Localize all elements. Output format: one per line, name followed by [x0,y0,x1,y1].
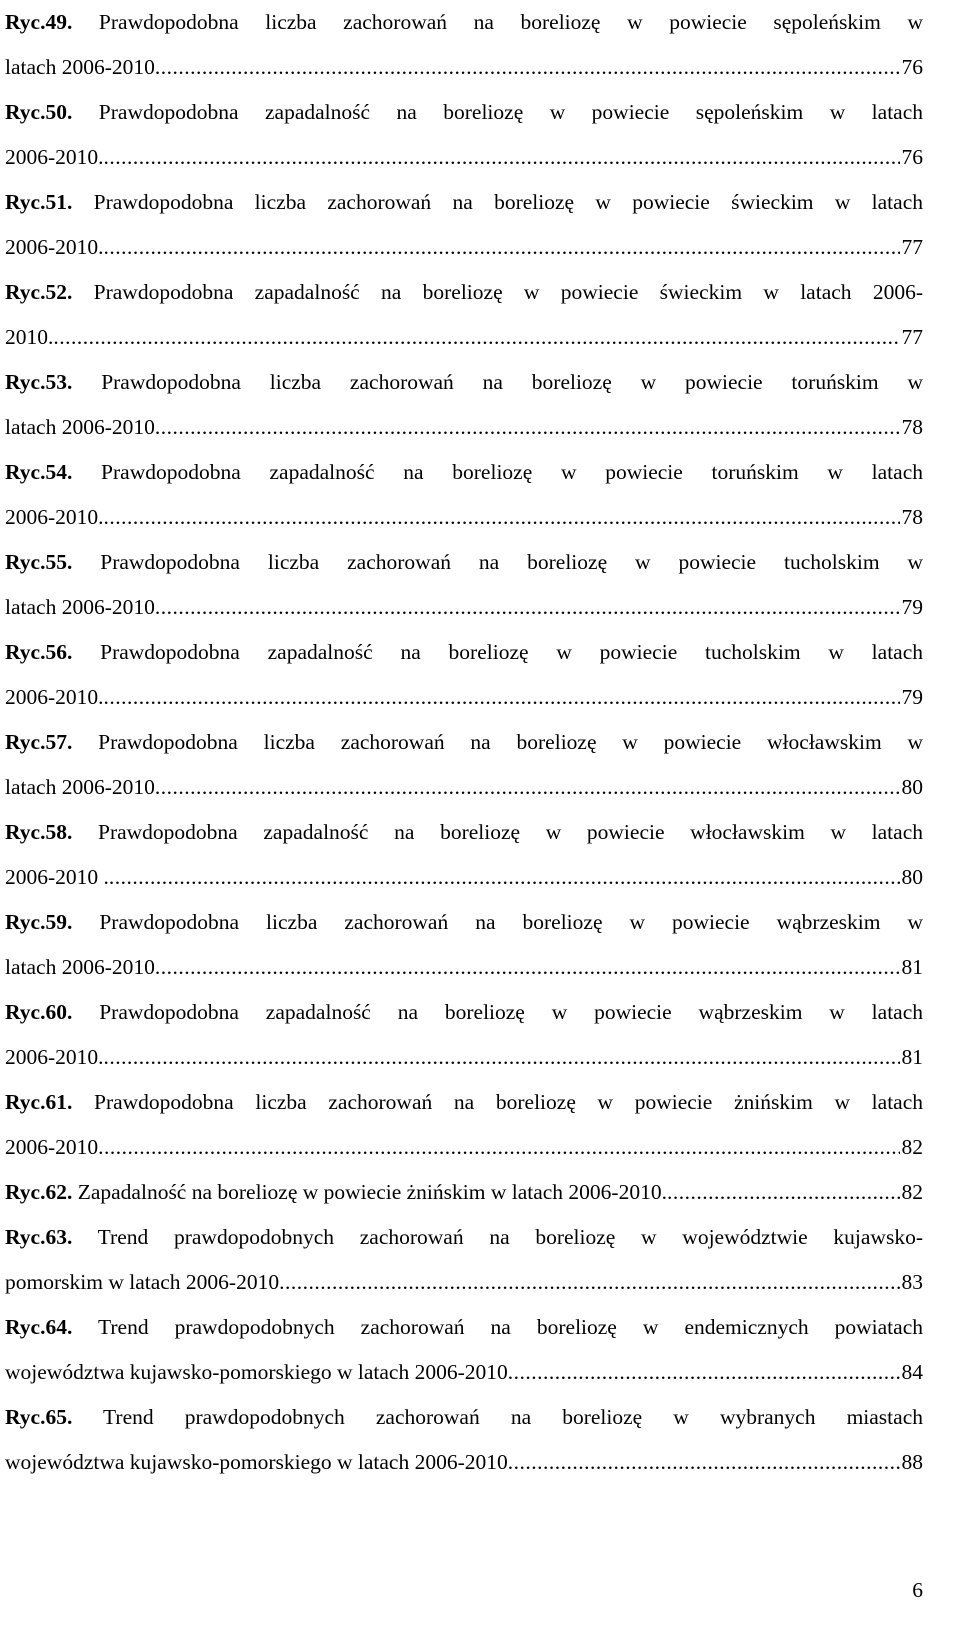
toc-entry-first-line [5,900,923,945]
toc-entry-first-line [5,1215,923,1260]
dot-leader [104,1035,900,1080]
toc-entry-second-line [5,1440,923,1485]
figure-title-continuation: województwa kujawsko-pomorskiego w latach 2006-2010 [5,1450,508,1474]
toc-entry[interactable] [5,990,923,1080]
figure-number: Ryc.55. [5,550,73,574]
figure-title-continuation: 2006-2010. [5,505,104,529]
figure-title-continuation: 2006-2010. [5,235,104,259]
page-reference[interactable]: 77 [901,325,923,349]
figure-title-continuation: latach 2006-2010 [5,415,155,439]
figure-number: Ryc.53. [5,370,73,394]
toc-entry-first-line [5,810,923,855]
dot-leader [667,1170,900,1215]
toc-entry-second-line [5,1035,923,1080]
page-reference[interactable]: 77 [901,235,923,259]
page-reference[interactable]: 80 [901,775,923,799]
page-reference[interactable]: 82 [901,1135,923,1159]
toc-entry-first-line [5,90,923,135]
toc-entry-first-line [5,270,923,315]
figure-title-continuation: pomorskim w latach 2006-2010 [5,1270,280,1294]
toc-entry-second-line [5,1260,923,1305]
page-reference[interactable]: 80 [901,865,923,889]
toc-entry[interactable] [5,810,923,900]
toc-entry-second-line [5,225,923,270]
figure-title: Prawdopodobna zapadalność na boreliozę w powiecie wąbrzeskim w latach [99,1000,923,1024]
toc-entry[interactable] [5,630,923,720]
toc-entry-second-line [5,45,923,90]
toc-entry[interactable] [5,270,923,360]
figure-number: Ryc.51. [5,190,73,214]
toc-entry[interactable] [5,1215,923,1305]
dot-leader [155,945,900,990]
toc-entry-first-line [5,180,923,225]
page-reference[interactable]: 76 [901,145,923,169]
figure-number: Ryc.64. [5,1315,73,1339]
figure-number: Ryc.50. [5,100,73,124]
toc-entry-second-line [5,135,923,180]
page-reference[interactable]: 76 [901,55,923,79]
figure-title: Trend prawdopodobnych zachorowań na boreliozę w województwie kujawsko- [97,1225,923,1249]
figure-title: Prawdopodobna liczba zachorowań na boreliozę w powiecie tucholskim w [100,550,923,574]
figure-title: Zapadalność na boreliozę w powiecie żnińskim w latach 2006-2010. [77,1180,667,1204]
table-of-figures [5,0,923,1485]
toc-entry-second-line [5,495,923,540]
dot-leader [155,765,900,810]
figure-number: Ryc.49. [5,10,73,34]
toc-entry-second-line [5,585,923,630]
toc-entry-first-line [5,450,923,495]
figure-title-continuation: 2006-2010 . [5,865,109,889]
figure-title: Prawdopodobna zapadalność na boreliozę w powiecie tucholskim w latach [100,640,923,664]
figure-title: Trend prawdopodobnych zachorowań na boreliozę w endemicznych powiatach [97,1315,923,1339]
dot-leader [279,1260,899,1305]
toc-entry[interactable] [5,450,923,540]
dot-leader [53,315,899,360]
toc-entry-first-line [5,630,923,675]
toc-entry-second-line [5,765,923,810]
toc-entry-second-line [5,675,923,720]
dot-leader [109,855,900,900]
figure-title: Trend prawdopodobnych zachorowań na boreliozę w wybranych miastach [103,1405,923,1429]
page-reference[interactable]: 81 [901,955,923,979]
figure-title: Prawdopodobna zapadalność na boreliozę w powiecie sępoleńskim w latach [98,100,923,124]
figure-title-continuation: 2006-2010 [5,1135,99,1159]
figure-number: Ryc.57. [5,730,73,754]
page-reference[interactable]: 79 [901,685,923,709]
dot-leader [155,45,900,90]
figure-number: Ryc.61. [5,1090,73,1114]
toc-entry[interactable] [5,360,923,450]
page-reference[interactable]: 83 [901,1270,923,1294]
toc-entry[interactable] [5,900,923,990]
figure-title-continuation: 2006-2010. [5,145,104,169]
figure-number: Ryc.52. [5,280,73,304]
page-reference[interactable]: 84 [901,1360,923,1384]
dot-leader [104,675,900,720]
figure-title-continuation: latach 2006-2010 [5,775,155,799]
figure-number: Ryc.63. [5,1225,73,1249]
page-reference[interactable]: 81 [901,1045,923,1069]
toc-entry[interactable] [5,1080,923,1170]
toc-entry-first-line [5,360,923,405]
page-reference[interactable]: 82 [901,1180,923,1204]
figure-number: Ryc.62. [5,1180,73,1204]
dot-leader [98,1125,899,1170]
figure-title: Prawdopodobna liczba zachorowań na boreliozę w powiecie wąbrzeskim w [99,910,923,934]
dot-leader [104,225,900,270]
figure-number: Ryc.65. [5,1405,73,1429]
toc-entry[interactable] [5,1170,923,1215]
toc-entry[interactable] [5,0,923,90]
figure-title-continuation: województwa kujawsko-pomorskiego w latach 2006-2010 [5,1360,508,1384]
toc-entry-single-line [5,1170,923,1215]
page-reference[interactable]: 78 [901,415,923,439]
figure-title-continuation: latach 2006-2010 [5,955,155,979]
dot-leader [508,1350,900,1395]
figure-title: Prawdopodobna zapadalność na boreliozę w powiecie świeckim w latach 2006- [93,280,923,304]
toc-entry-first-line [5,1305,923,1350]
toc-entry-second-line [5,855,923,900]
toc-entry-first-line [5,1395,923,1440]
toc-entry-text [5,1170,667,1215]
figure-number: Ryc.60. [5,1000,73,1024]
toc-entry[interactable] [5,1395,923,1485]
figure-title: Prawdopodobna liczba zachorowań na boreliozę w powiecie sępoleńskim w [98,10,923,34]
dot-leader [155,585,900,630]
page-number: 6 [912,1578,923,1602]
toc-entry-first-line [5,540,923,585]
page-reference[interactable]: 88 [901,1450,923,1474]
figure-title-continuation: 2010. [5,325,54,349]
figure-title: Prawdopodobna liczba zachorowań na boreliozę w powiecie włocławskim w [98,730,923,754]
figure-title: Prawdopodobna liczba zachorowań na boreliozę w powiecie toruńskim w [101,370,923,394]
figure-number: Ryc.54. [5,460,73,484]
dot-leader [104,135,900,180]
toc-entry-first-line [5,720,923,765]
toc-entry-second-line [5,1350,923,1395]
page-reference[interactable]: 79 [901,595,923,619]
toc-entry[interactable] [5,180,923,270]
dot-leader [155,405,900,450]
toc-entry-second-line [5,1125,923,1170]
figure-title-continuation: 2006-2010. [5,1045,104,1069]
dot-leader [104,495,900,540]
figure-number: Ryc.59. [5,910,73,934]
dot-leader [508,1440,900,1485]
toc-entry-first-line [5,0,923,45]
figure-title-continuation: latach 2006-2010 [5,55,155,79]
figure-title: Prawdopodobna liczba zachorowań na boreliozę w powiecie świeckim w latach [93,190,923,214]
page-reference[interactable]: 78 [901,505,923,529]
toc-entry[interactable] [5,540,923,630]
figure-title: Prawdopodobna liczba zachorowań na boreliozę w powiecie żnińskim w latach [94,1090,923,1114]
figure-title: Prawdopodobna zapadalność na boreliozę w powiecie włocławskim w latach [98,820,923,844]
figure-number: Ryc.58. [5,820,73,844]
figure-number: Ryc.56. [5,640,73,664]
figure-title-continuation: 2006-2010. [5,685,104,709]
toc-entry[interactable] [5,720,923,810]
toc-entry-first-line [5,1080,923,1125]
toc-entry[interactable] [5,1305,923,1395]
toc-entry-first-line [5,990,923,1035]
toc-entry-second-line [5,405,923,450]
toc-entry[interactable] [5,90,923,180]
toc-entry-second-line [5,945,923,990]
figure-title: Prawdopodobna zapadalność na boreliozę w powiecie toruńskim w latach [101,460,923,484]
toc-entry-second-line [5,315,923,360]
figure-title-continuation: latach 2006-2010 [5,595,155,619]
